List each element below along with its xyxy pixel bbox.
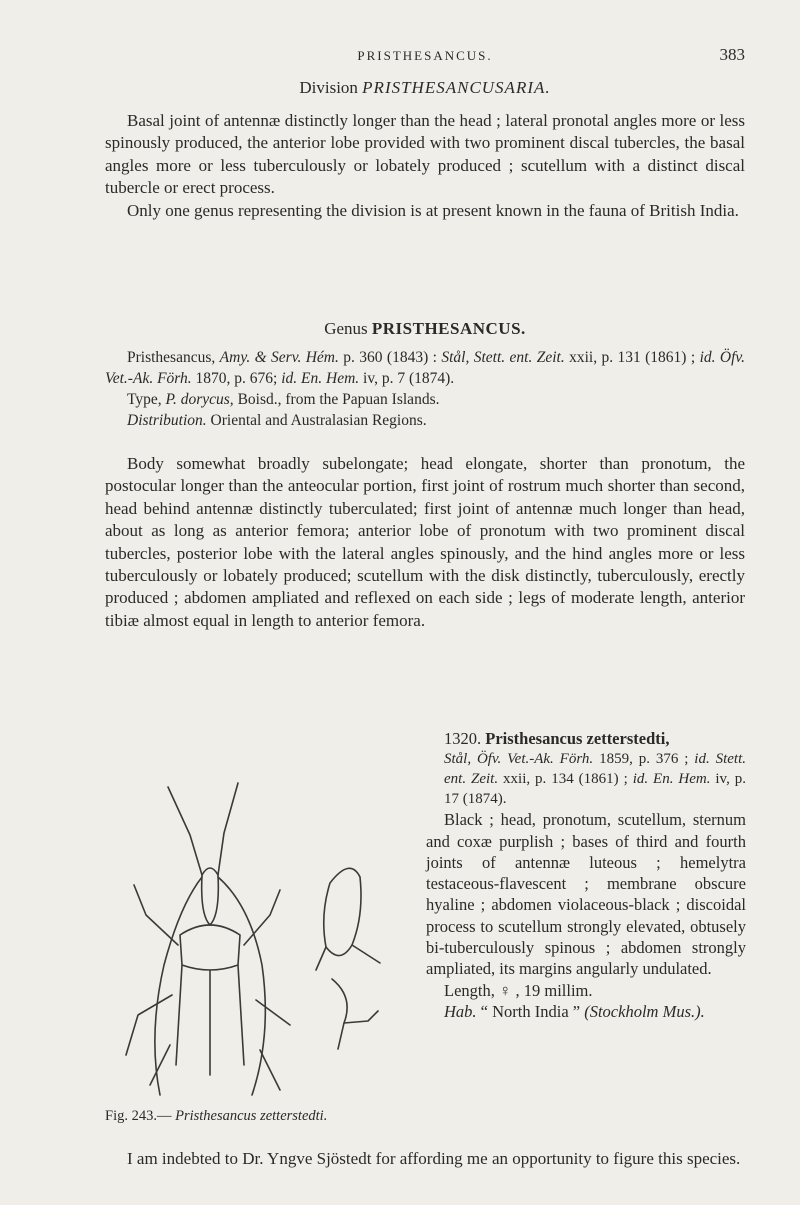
- leg-drawing: [244, 890, 280, 945]
- synonymy-ref: id. Öfv. Vet.-Ak. Förh.: [105, 349, 745, 387]
- habitat-text: “ North India ”: [480, 1001, 581, 1021]
- figure-caption: [105, 1108, 425, 1125]
- species-heading: [426, 728, 746, 749]
- figure-caption-species: Pristhesancus zetterstedti.: [175, 1108, 328, 1124]
- genus-heading: [105, 319, 745, 339]
- genus-synonymy: [105, 347, 745, 431]
- species-length: Length, ♀ , 19 millim.: [444, 980, 593, 1000]
- closing-paragraph: I am indebted to Dr. Yngve Sjöstedt for affording me an opportunity to figure this species.: [127, 1149, 741, 1168]
- pronotum-drawing: [180, 925, 240, 970]
- genus-description-paragraph: Body somewhat broadly subelongate; head elongate, shorter than pronotum, the postocular longer than the anteocular portion, first joint of rostrum much shorter than second, head behind antennæ distinctly tuberculated; first joint of antennæ much longer than head, about as long as anterior femora; anterior lobe of pronotum with two prominent discal tubercles, posterior lobe with the lateral angles spinously, and the hind angles more or less tuberculously or lobately produced; scutellum with the disk distinctly, tuberculously, erectly produced ; abdomen ampliated and reflexed on each side ; legs of moderate length, anterior tibiæ almost equal in length to anterior femora.: [105, 454, 745, 630]
- page-number: 383: [719, 45, 745, 64]
- division-name: PRISTHESANCUSARIA.: [362, 78, 551, 97]
- leg-drawing: [134, 885, 178, 945]
- genus-heading-name: PRISTHESANCUS.: [371, 319, 526, 338]
- running-head-title: PRISTHESANCUS.: [357, 48, 493, 63]
- type-label: Type,: [127, 391, 162, 408]
- division-paragraph: Basal joint of antennæ distinctly longer than the head ; lateral pronotal angles more or less spinously produced, the anterior lobe provided with two prominent discal tubercles, the basal angles more or less tuberculously or lobately produced ; scutellum with a distinct discal tubercle or erect process.: [105, 111, 745, 198]
- type-species: P. dorycus,: [165, 391, 234, 408]
- synonymy-detail: xxii, p. 131 (1861) ;: [569, 349, 696, 366]
- genus-description: [105, 453, 745, 632]
- distribution-text: Oriental and Australasian Regions.: [210, 412, 427, 429]
- insect-illustration: [120, 765, 420, 1105]
- synonymy-ref: id. En. Hem.: [281, 370, 360, 387]
- type-detail: Boisd., from the Papuan Islands.: [237, 391, 440, 408]
- genus-heading-prefix: Genus: [324, 319, 368, 338]
- species-citation: Stål, Öfv. Vet.-Ak. Förh.: [444, 751, 594, 768]
- synonymy-ref: Stål, Stett. ent. Zeit.: [441, 349, 565, 366]
- species-citation-detail: xxii, p. 134 (1861) ;: [503, 771, 628, 788]
- species-citations: [426, 749, 746, 809]
- synonymy-detail: 1870, p. 676;: [195, 370, 278, 387]
- species-description: Black ; head, pronotum, scutellum, sternum and coxæ purplish ; bases of third and fourth joints of antennæ luteous ; hemelytra testaceous-flavescent ; membrane obscure hyaline ; abdomen violaceous-black ; discoidal process to scutellum strongly elevated, obtusely bi-tuberculously spinous ; abdomen strongly ampliated, its margins angularly undulated.: [426, 810, 746, 979]
- type-paragraph: [105, 389, 745, 410]
- synonymy-detail: iv, p. 7 (1874).: [363, 370, 455, 387]
- habitat-museum: (Stockholm Mus.).: [584, 1001, 705, 1021]
- running-head: [105, 45, 745, 72]
- habitat-label: Hab.: [444, 1001, 477, 1021]
- leg-drawing: [260, 1050, 280, 1090]
- species-citation: id. Stett. ent. Zeit.: [444, 751, 747, 788]
- antenna-right-drawing: [218, 783, 238, 875]
- wing-line: [238, 965, 244, 1065]
- synonymy-detail: p. 360 (1843) :: [343, 349, 437, 366]
- species-number: 1320.: [444, 729, 482, 748]
- body-outline-right: [218, 877, 265, 1095]
- synonymy-ref: Amy. & Serv. Hém.: [219, 349, 339, 366]
- leg-drawing: [126, 995, 172, 1055]
- species-habitat: [426, 1001, 746, 1022]
- profile-leg-drawing: [316, 947, 326, 970]
- figure-caption-label: Fig. 243.—: [105, 1108, 172, 1124]
- species-name: Pristhesancus zetterstedti,: [485, 729, 670, 748]
- distribution-label: Distribution.: [127, 412, 207, 429]
- division-prefix: Division: [299, 78, 358, 97]
- profile-abdomen-drawing: [332, 979, 347, 1049]
- division-description: [105, 110, 745, 222]
- synonymy-name: Pristhesancus,: [127, 349, 216, 366]
- species-entry: [426, 728, 746, 1022]
- species-citation: id. En. Hem.: [632, 771, 711, 788]
- profile-view-drawing: [324, 868, 361, 955]
- head-drawing: [202, 868, 219, 925]
- closing-acknowledgement: [105, 1148, 745, 1170]
- wing-line: [176, 965, 182, 1065]
- profile-spine-drawing: [344, 1011, 378, 1023]
- species-citation-detail: iv, p. 17 (1874).: [444, 771, 747, 808]
- distribution-paragraph: [105, 410, 745, 431]
- leg-drawing: [150, 1045, 170, 1085]
- species-citation-detail: 1859, p. 376 ;: [599, 751, 689, 768]
- leg-drawing: [256, 1000, 290, 1025]
- division-paragraph: Only one genus representing the division is at present known in the fauna of British India.: [127, 200, 739, 220]
- profile-process-drawing: [352, 945, 380, 963]
- synonymy-paragraph: [105, 347, 745, 389]
- figure-illustration: [120, 765, 420, 1135]
- division-heading: [105, 78, 745, 98]
- antenna-left-drawing: [168, 787, 202, 875]
